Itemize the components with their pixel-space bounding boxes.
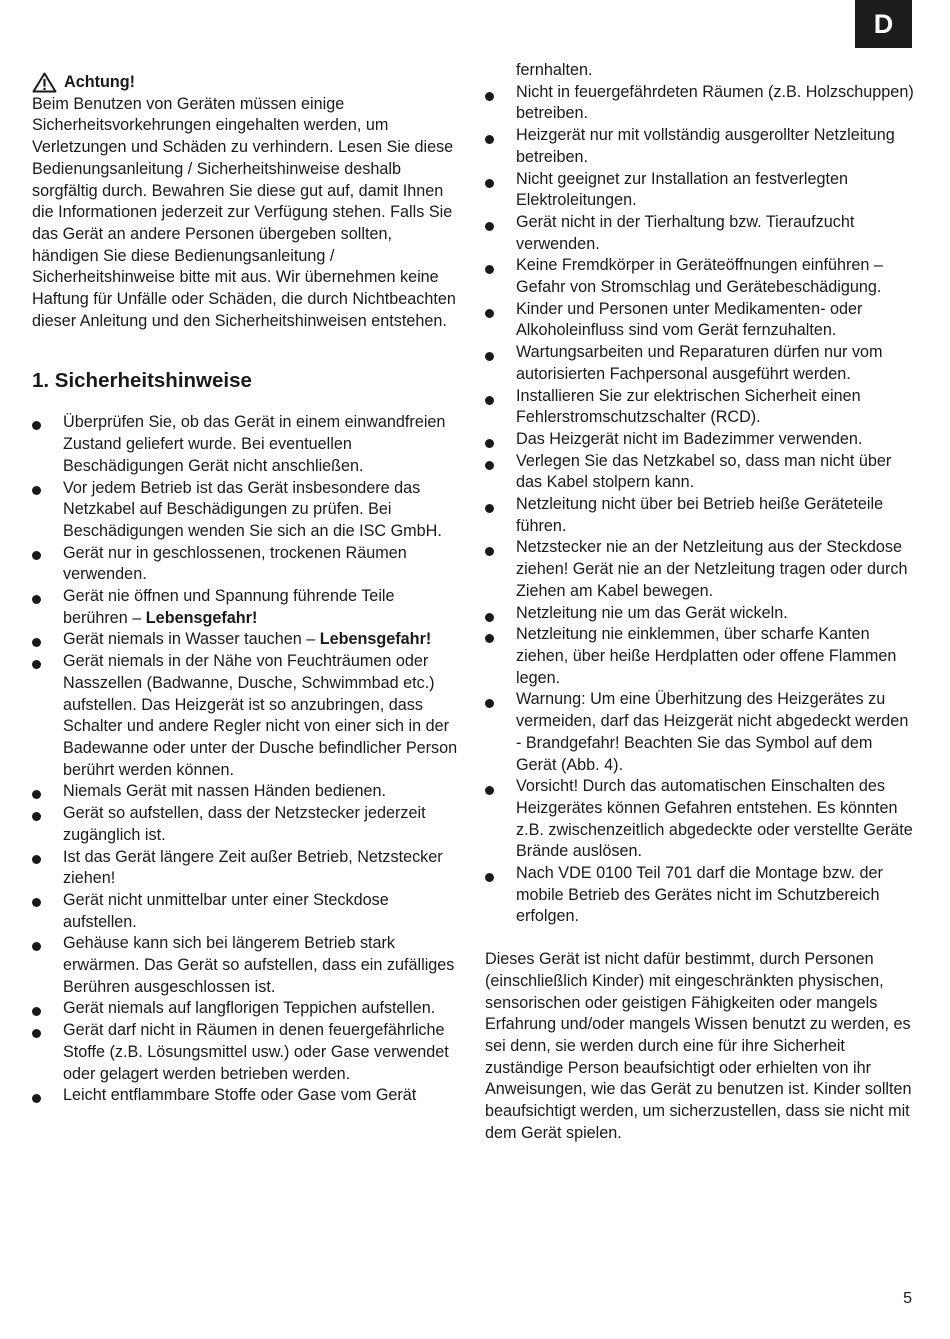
list-item [32,933,462,998]
list-item: Warnung: Um eine Überhitzung des Heizgerätes zu vermeiden, darf das Heizgerät nicht abgedeckt werden - Brandgefahr! Beachten Sie das Symbol auf dem Gerät (Abb. 4). [485,689,915,776]
left-column [32,72,462,1107]
list-item: Kinder und Personen unter Medikamenten- oder Alkoholeinfluss sind vom Gerät fernzuhalten. [485,299,915,342]
list-item: Netzleitung nie einklemmen, über scharfe Kanten ziehen, über heiße Herdplatten oder offene Flammen legen. [485,624,915,689]
safety-list-left [32,412,462,1107]
list-item [32,412,462,477]
list-item: Netzleitung nicht über bei Betrieb heiße Geräteteile führen. [485,494,915,537]
list-item [32,998,462,1020]
list-item: Gerät nicht in der Tierhaltung bzw. Tieraufzucht verwenden. [485,212,915,255]
list-item [32,586,462,629]
page-number: 5 [903,1290,912,1307]
list-item: Nicht in feuergefährdeten Räumen (z.B. Holzschuppen) betreiben. [485,82,915,125]
list-item-text: Gerät nie öffnen und Spannung führende Teile berühren – [63,587,395,627]
list-item [32,543,462,586]
list-item-emphasis: Lebensgefahr! [145,608,258,627]
list-item-text: Überprüfen Sie, ob das Gerät in einem einwandfreien Zustand geliefert wurde. Bei eventuellen Beschädigungen Gerät nicht anschließen. [63,413,446,475]
list-item-text: Niemals Gerät mit nassen Händen bedienen. [63,782,387,801]
warning-heading [32,72,462,94]
list-item: Installieren Sie zur elektrischen Sicherheit einen Fehlerstromschutzschalter (RCD). [485,386,915,429]
list-item [32,803,462,846]
list-item [32,651,462,781]
list-item-text: Gerät niemals in Wasser tauchen – [63,630,320,649]
list-item: Keine Fremdkörper in Geräteöffnungen einführen – Gefahr von Stromschlag und Gerätebeschädigung. [485,255,915,298]
list-item: Vorsicht! Durch das automatischen Einschalten des Heizgerätes können Gefahren entstehen. Es könnten z.B. zwischenzeitlich abgedeckte oder verstellte Geräte Brände auslösen. [485,776,915,863]
list-item: Verlegen Sie das Netzkabel so, dass man nicht über das Kabel stolpern kann. [485,451,915,494]
list-item [32,478,462,543]
list-item: Nicht geeignet zur Installation an festverlegten Elektroleitungen. [485,169,915,212]
list-item [32,781,462,803]
list-item-text: Gehäuse kann sich bei längerem Betrieb stark erwärmen. Das Gerät so aufstellen, dass ein zufälliges Berühren ausgeschlossen ist. [63,934,455,996]
list-item: Netzstecker nie an der Netzleitung aus der Steckdose ziehen! Gerät nie an der Netzleitung tragen oder durch Ziehen am Kabel bewegen. [485,537,915,602]
list-item [32,629,462,651]
list-item-text: Gerät niemals in der Nähe von Feuchträumen oder Nasszellen (Badwanne, Dusche, Schwimmbad etc.) aufstellen. Das Heizgerät ist so anzubringen, dass Schalter und andere Regler nicht von einer sich in der Badewanne oder unter der Dusche befindlicher Person berührt werden können. [63,652,458,779]
list-item-text: Vor jedem Betrieb ist das Gerät insbesondere das Netzkabel auf Beschädigungen zu prüfen. Bei Beschädigungen wenden Sie sich an die ISC GmbH. [63,478,442,540]
warning-triangle-icon [32,72,57,93]
list-item: Netzleitung nie um das Gerät wickeln. [485,603,915,625]
warning-text: Beim Benutzen von Geräten müssen einige Sicherheitsvorkehrungen eingehalten werden, um Verletzungen und Schäden zu verhindern. Lesen Sie diese Bedienungsanleitung / Sicherheitshinweise deshalb sorgfältig durch. Bewahren Sie diese gut auf, damit Ihnen die Informationen jederzeit zur Verfügung stehen. Falls Sie das Gerät an andere Personen übergeben sollten, händigen Sie diese Bedienungsanleitung / Sicherheitshinweise bitte mit aus. Wir übernehmen keine Haftung für Unfälle oder Schäden, die durch Nichtbeachten dieser Anleitung und den Sicherheitshinweisen entstehen. [32,94,456,330]
list-item: Wartungsarbeiten und Reparaturen dürfen nur vom autorisierten Fachpersonal ausgeführt werden. [485,342,915,385]
list-item-text: Gerät niemals auf langflorigen Teppichen aufstellen. [63,999,436,1018]
safety-list-right [485,82,915,928]
list-item-text: Gerät nur in geschlossenen, trockenen Räumen verwenden. [63,543,407,584]
list-item: Heizgerät nur mit vollständig ausgerollter Netzleitung betreiben. [485,125,915,168]
list-item [32,890,462,933]
list-item-text: Gerät nicht unmittelbar unter einer Steckdose aufstellen. [63,890,389,931]
section-title: 1. Sicherheitshinweise [32,369,252,393]
list-item [32,847,462,890]
right-column [485,60,915,1161]
warning-title: Achtung! [64,73,136,91]
list-item: Nach VDE 0100 Teil 701 darf die Montage bzw. der mobile Betrieb des Gerätes nicht im Schutzbereich erfolgen. [485,863,915,928]
continued-item-text: fernhalten. [516,61,593,79]
list-item: Das Heizgerät nicht im Badezimmer verwenden. [485,429,915,451]
language-tab: D [855,0,912,48]
list-item-text: Gerät darf nicht in Räumen in denen feuergefährliche Stoffe (z.B. Lösungsmittel usw.) oder Gase verwendet oder gelagert werden betrieben werden. [63,1021,449,1083]
list-item-text: Gerät so aufstellen, dass der Netzstecker jederzeit zugänglich ist. [63,804,426,844]
list-item [32,1085,462,1107]
list-item-emphasis: Lebensgefahr! [319,630,432,649]
list-item-text: Ist das Gerät längere Zeit außer Betrieb, Netzstecker ziehen! [63,847,443,888]
list-item [32,1020,462,1085]
supervision-note: Dieses Gerät ist nicht dafür bestimmt, durch Personen (einschließlich Kinder) mit eingeschränkten physischen, sensorischen oder geistigen Fähigkeiten oder mangels Erfahrung und/oder mangels Wissen benutzt zu werden, es sei denn, sie werden durch eine für ihre Sicherheit zuständige Person beaufsichtigt oder erhielten von ihr Anweisungen, wie das Gerät zu benutzen ist. Kinder sollten beaufsichtigt werden, um sicherzustellen, dass sie nicht mit dem Gerät spielen. [485,950,912,1142]
list-item-text: Leicht entflammbare Stoffe oder Gase vom Gerät [63,1086,417,1105]
